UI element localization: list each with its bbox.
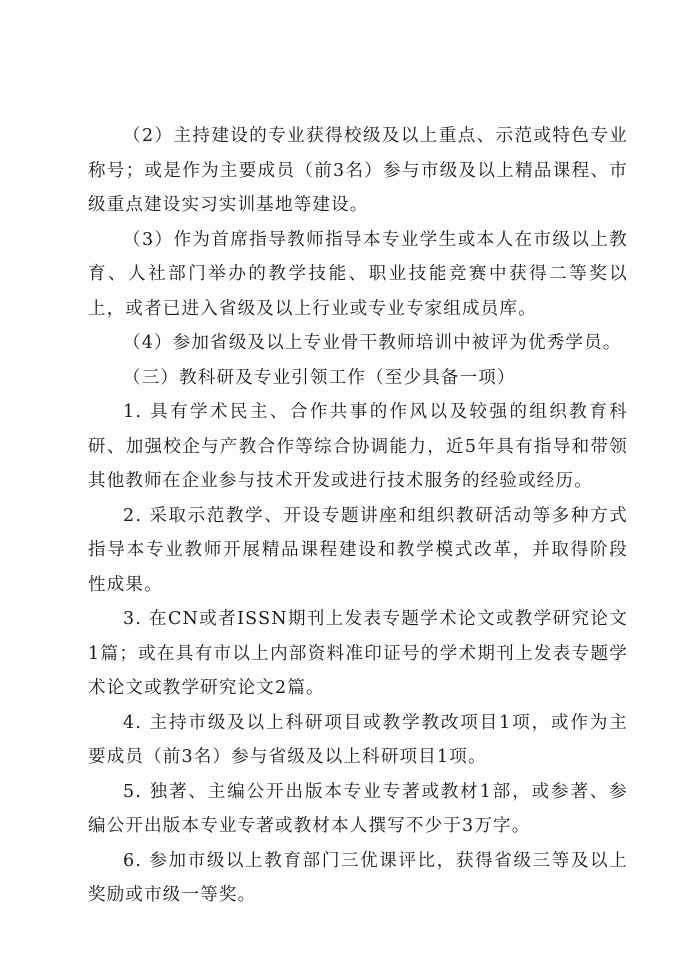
- document-body: [88, 119, 628, 913]
- paragraph-3: （3）作为首席指导教师指导本专业学生或本人在市级以上教育、人社部门举办的教学技能、职业技能竞赛中获得二等奖以上，或者已进入省级及以上行业或专业专家组成员库。: [88, 229, 628, 319]
- item-6: 6. 参加市级以上教育部门三优课评比，获得省级三等及以上奖励或市级一等奖。: [88, 850, 628, 905]
- item-1: 1. 具有学术民主、合作共事的作风以及较强的组织教育科研、加强校企与产教合作等综合协调能力，近5年具有指导和带领其他教师在企业参与技术开发或进行技术服务的经验或经历。: [88, 402, 628, 491]
- item-2: 2. 采取示范教学、开设专题讲座和组织教研活动等多种方式指导本专业教师开展精品课程建设和教学模式改革，并取得阶段性成果。: [88, 505, 628, 595]
- item-3: 3. 在CN或者ISSN期刊上发表专题学术论文或教学研究论文1篇；或在具有市以上内部资料准印证号的学术期刊上发表专题学术论文或教学研究论文2篇。: [88, 609, 628, 698]
- item-5: 5. 独著、主编公开出版本专业专著或教材1部，或参著、参编公开出版本专业专著或教材本人撰写不少于3万字。: [88, 781, 628, 836]
- paragraph-2: （2）主持建设的专业获得校级及以上重点、示范或特色专业称号；或是作为主要成员（前3名）参与市级及以上精品课程、市级重点建设实习实训基地等建设。: [88, 126, 628, 215]
- item-4: 4. 主持市级及以上科研项目或教学教改项目1项，或作为主要成员（前3名）参与省级及以上科研项目1项。: [88, 712, 628, 767]
- paragraph-4: （4）参加省级及以上专业骨干教师培训中被评为优秀学员。: [123, 333, 622, 353]
- section-heading-3: （三）教科研及专业引领工作（至少具备一项）: [123, 367, 516, 388]
